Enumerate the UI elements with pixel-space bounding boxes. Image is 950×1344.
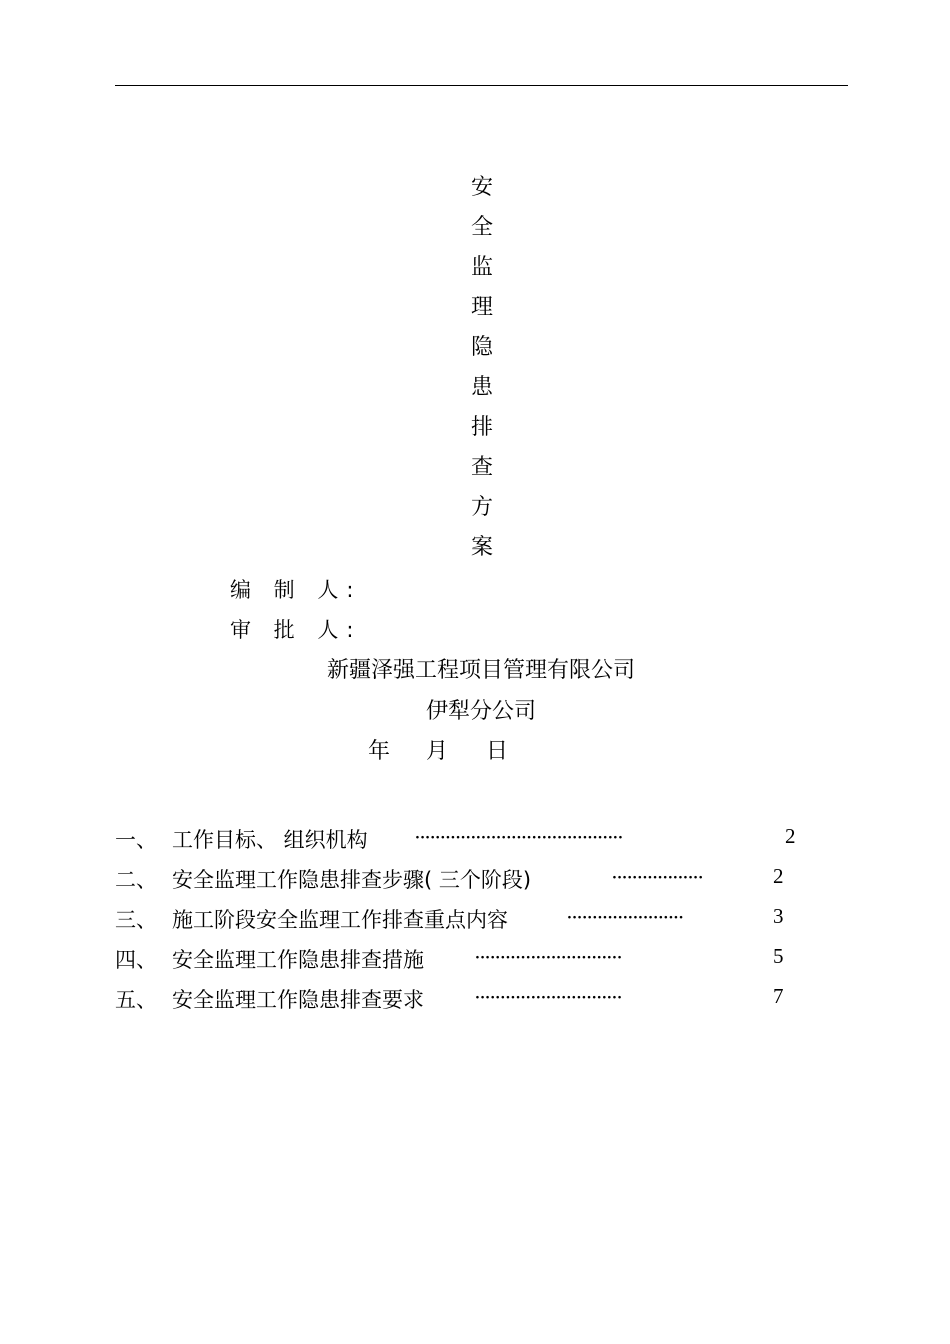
toc-number: 四、 (115, 948, 157, 972)
toc-page-number: 5 (773, 944, 784, 968)
toc-title: 安全监理工作隐患排查步骤( 三个阶段) (172, 868, 532, 892)
document-title (461, 168, 503, 568)
header-rule (115, 85, 848, 86)
toc-entry[interactable] (115, 938, 815, 978)
toc-page-number: 2 (785, 824, 796, 848)
toc-title: 施工阶段安全监理工作排查重点内容 (172, 908, 508, 932)
toc-entry[interactable] (115, 898, 815, 938)
title-char: 查 (470, 455, 493, 480)
toc-leader-dots: ····························· (475, 990, 623, 1006)
toc-leader-dots: ········································· (415, 830, 624, 846)
approver-label: 审 批 人: (230, 618, 362, 642)
title-char: 方 (470, 495, 493, 520)
toc-number: 三、 (115, 908, 157, 932)
date-line (368, 734, 508, 765)
toc-title: 工作目标、 组织机构 (172, 828, 368, 852)
title-char: 安 (470, 175, 493, 200)
date-day: 日 (486, 739, 509, 764)
table-of-contents (115, 818, 815, 1018)
toc-number: 二、 (115, 868, 157, 892)
title-char: 患 (470, 375, 493, 400)
toc-title: 安全监理工作隐患排查措施 (172, 948, 424, 972)
compiler-label: 编 制 人: (230, 578, 362, 602)
title-char: 监 (470, 255, 493, 280)
toc-page-number: 2 (773, 864, 784, 888)
title-char: 全 (470, 215, 493, 240)
date-month: 月 (426, 739, 449, 764)
toc-number: 一、 (115, 828, 157, 852)
toc-leader-dots: ····························· (475, 950, 623, 966)
title-char: 案 (470, 535, 493, 560)
branch-name: 伊犁分公司 (425, 699, 536, 724)
toc-title: 安全监理工作隐患排查要求 (172, 988, 424, 1012)
toc-entry[interactable] (115, 858, 815, 898)
toc-entry[interactable] (115, 818, 815, 858)
toc-page-number: 3 (773, 904, 784, 928)
title-char: 排 (470, 415, 493, 440)
toc-leader-dots: ······················· (567, 910, 684, 926)
toc-leader-dots: ·················· (612, 870, 704, 886)
company-name: 新疆泽强工程项目管理有限公司 (326, 658, 635, 683)
title-char: 理 (470, 295, 493, 320)
toc-page-number: 7 (773, 984, 784, 1008)
toc-entry[interactable] (115, 978, 815, 1018)
date-year: 年 (368, 739, 391, 764)
toc-number: 五、 (115, 988, 157, 1012)
title-char: 隐 (470, 335, 493, 360)
